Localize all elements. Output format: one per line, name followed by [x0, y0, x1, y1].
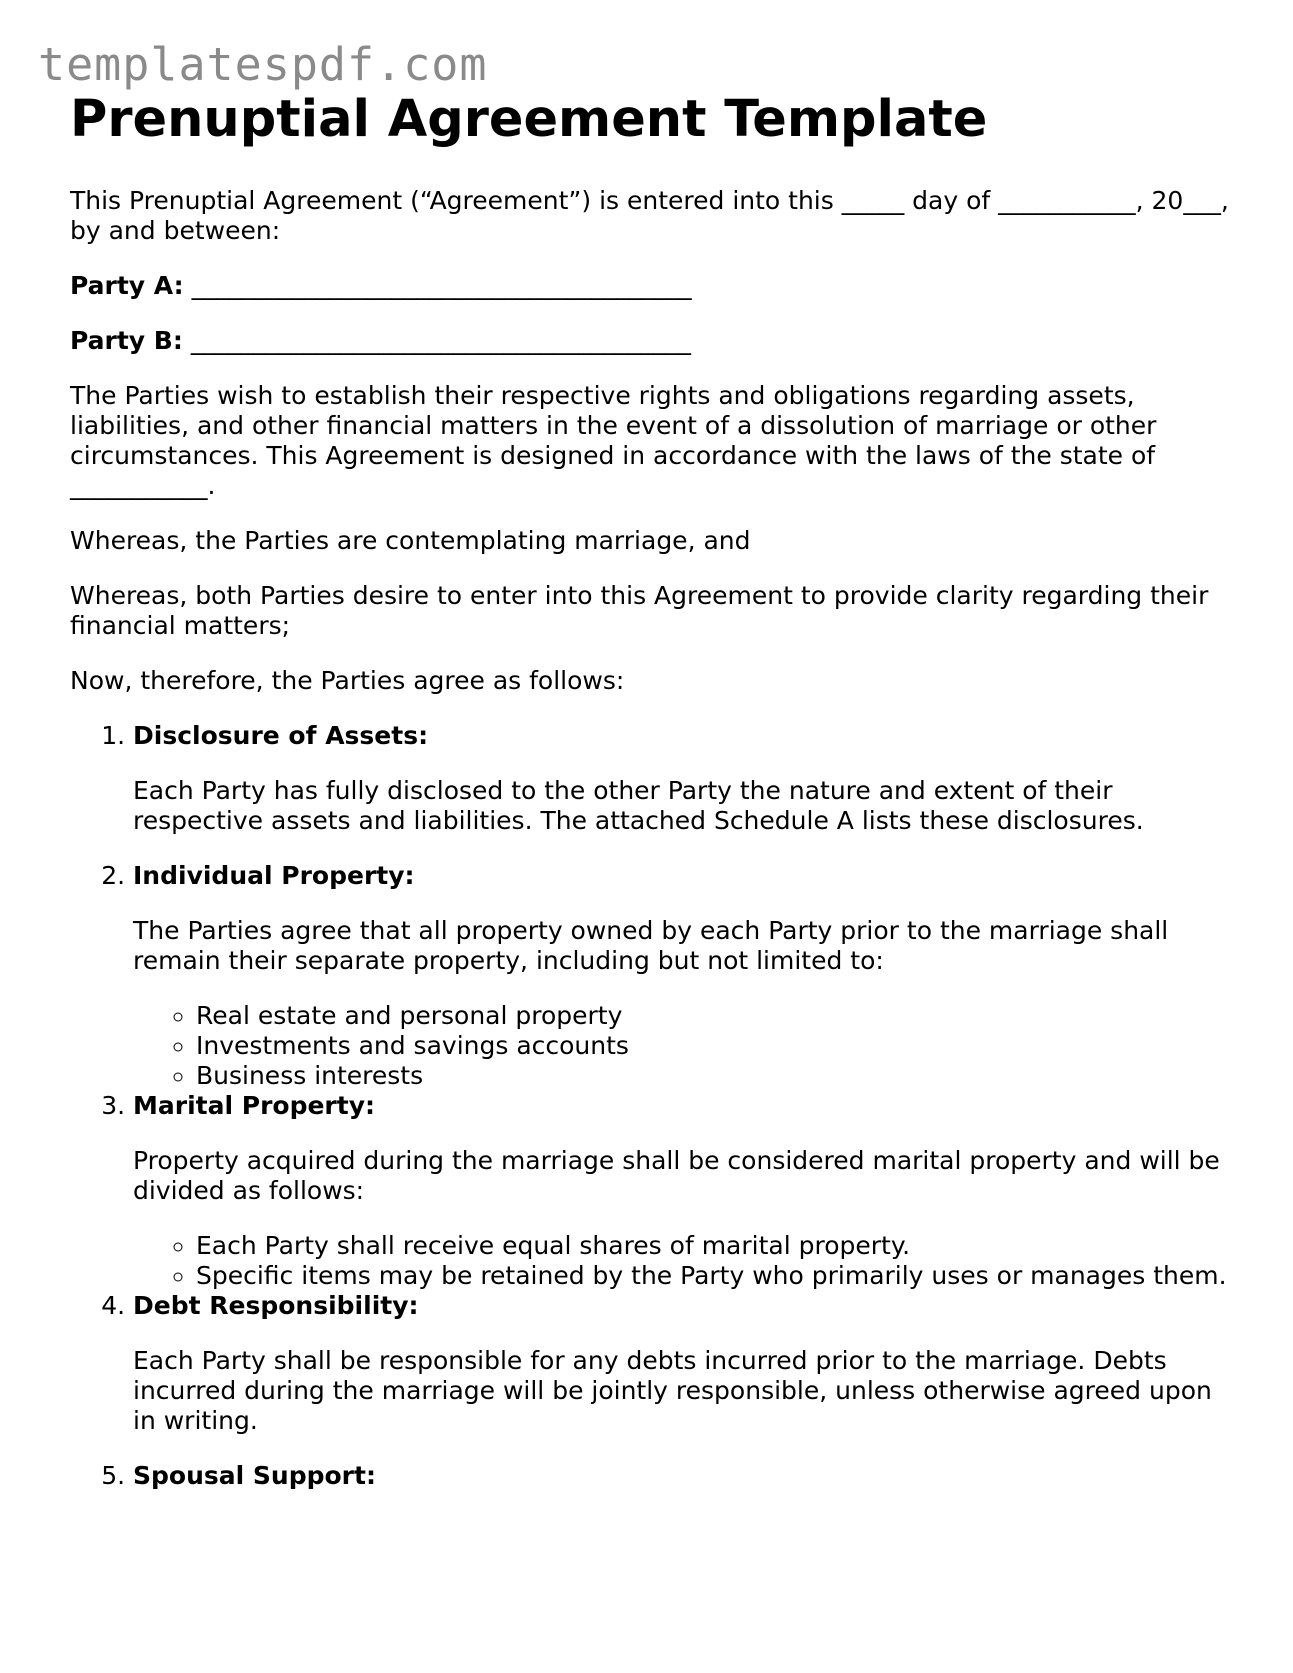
whereas-paragraph-2: Whereas, both Parties desire to enter into this Agreement to provide clarity regarding their financial matters;: [70, 581, 1209, 640]
section-item: [133, 1291, 1230, 1436]
party-a-blank: ________________________________________: [191, 271, 692, 300]
now-therefore-paragraph: Now, therefore, the Parties agree as follows:: [70, 666, 625, 695]
purpose-paragraph: The Parties wish to establish their respective rights and obligations regarding assets, liabilities, and other financial matters in the event of a dissolution of marriage or other circumstances. This Agreement is designed in accordance with the laws of the state of ___________.: [70, 381, 1157, 500]
section-title: 5. Spousal Support:: [133, 1461, 376, 1490]
section-title: 4. Debt Responsibility:: [133, 1291, 419, 1320]
bullet-list: [133, 1231, 1230, 1291]
section-item: [133, 1461, 1230, 1491]
section-body: Each Party has fully disclosed to the other Party the nature and extent of their respective assets and liabilities. The attached Schedule A lists these disclosures.: [133, 776, 1144, 835]
bullet-item: ◦ Business interests: [196, 1061, 1230, 1091]
section-block: [133, 721, 1230, 836]
section-block: [133, 1291, 1230, 1436]
bullet-item: ◦ Specific items may be retained by the Party who primarily uses or manages them.: [196, 1261, 1230, 1291]
whereas-paragraph-1: Whereas, the Parties are contemplating marriage, and: [70, 526, 751, 555]
section-body: Each Party shall be responsible for any debts incurred prior to the marriage. Debts incurred during the marriage will be jointly responsible, unless otherwise agreed upon in writing.: [133, 1346, 1212, 1435]
section-item: [133, 1091, 1230, 1291]
section-item: [133, 861, 1230, 1091]
section-title: 3. Marital Property:: [133, 1091, 375, 1120]
sections-list: [70, 721, 1230, 1491]
section-body: The Parties agree that all property owned by each Party prior to the marriage shall remain their separate property, including but not limited to:: [133, 916, 1169, 975]
party-b-line: [70, 326, 1230, 356]
section-title: 2. Individual Property:: [133, 861, 415, 890]
section-body: Property acquired during the marriage shall be considered marital property and will be divided as follows:: [133, 1146, 1220, 1205]
bullet-item: ◦ Real estate and personal property: [196, 1001, 1230, 1031]
bullet-list: [133, 1001, 1230, 1091]
document-page: [70, 88, 1230, 1491]
section-title: 1. Disclosure of Assets:: [133, 721, 429, 750]
bullet-item: ◦ Each Party shall receive equal shares of marital property.: [196, 1231, 1230, 1261]
bullet-item: ◦ Investments and savings accounts: [196, 1031, 1230, 1061]
section-item: [133, 721, 1230, 836]
document-title: Prenuptial Agreement Template: [70, 90, 988, 149]
intro-paragraph: This Prenuptial Agreement (“Agreement”) is entered into this _____ day of ___________, 20___, by and between:: [70, 186, 1229, 245]
watermark: templatespdf.com: [38, 38, 488, 91]
party-b-label: Party B:: [70, 326, 183, 355]
party-a-label: Party A:: [70, 271, 184, 300]
party-a-line: [70, 271, 1230, 301]
party-b-blank: ________________________________________: [190, 326, 691, 355]
